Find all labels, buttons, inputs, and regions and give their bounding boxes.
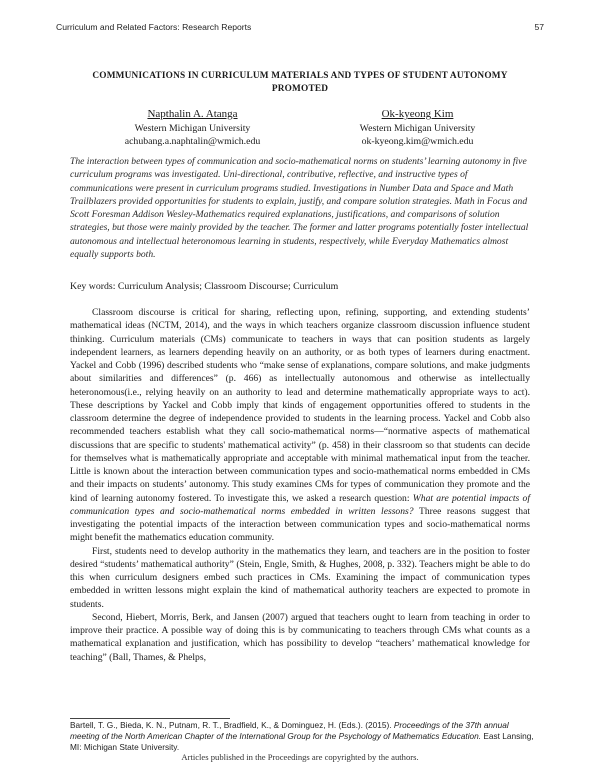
- page-number: 57: [534, 22, 544, 32]
- footnote-divider: [70, 718, 230, 719]
- citation-title: Proceedings of the 37th annual meeting of the North American Chapter of the International Group for the Psychology of Mathematics Education.: [70, 720, 509, 742]
- copyright-notice: Articles published in the Proceedings are copyrighted by the authors.: [181, 752, 419, 762]
- running-header: [56, 22, 544, 36]
- paragraph-text: Classroom discourse is critical for sharing, reflecting upon, refining, supporting, and extending students’ mathematical ideas (NCTM, 2014), and the ways in which teachers organize classroom discussion influence student thinking. Curriculum materials (CMs) communicate to teachers in ways that can position students as largely independent learners, as learners depending heavily on an authority, or as both types of learners during enactment. Yackel and Cobb (1996) described students who “make sense of explanations, compare solutions, and make judgments about similarities and differences” (p. 466) as intellectually autonomous and otherwise as intellectually heteronomous(i.e., relying heavily on an authority to lead and determine mathematically appropriate ways to act). These descriptions by Yackel and Cobb imply that kinds of engagement opportunities offered to students in the classroom determine the degree of independence provided to students in the learning process. Yackel and Cobb also recommended teachers establish what they call socio-mathematical norms—“normative aspects of mathematical discussions that are specific to students' mathematical activity” (p. 458) in their classroom so that students can decide for themselves what is mathematically appropriate and acceptable with minimal mathematical input from the teacher. Little is known about the interaction between communication types and socio-mathematical norms embedded in CMs and their impacts on students’ autonomy. This study examines CMs for types of communication they promote and the kind of learning autonomy fostered. To investigate this, we asked a research question:: [70, 307, 530, 504]
- author-affiliation: Western Michigan University: [359, 122, 476, 134]
- author-email: ok-kyeong.kim@wmich.edu: [361, 136, 474, 147]
- paragraph: [70, 306, 530, 545]
- running-title: Curriculum and Related Factors: Research Reports: [56, 22, 252, 32]
- keywords: Key words: Curriculum Analysis; Classroom Discourse; Curriculum: [70, 281, 339, 292]
- author-affiliation: Western Michigan University: [134, 122, 251, 134]
- research-question: What are potential impacts of communication types and socio-mathematical norms embedded in written lessons?: [70, 492, 530, 517]
- citation-text: Bartell, T. G., Bieda, K. N., Putnam, R. T., Bradfield, K., & Dominguez, H. (Eds.). (2015).: [70, 720, 394, 730]
- body-text: [70, 306, 530, 664]
- paragraph: First, students need to develop authority in the mathematics they learn, and teachers are in the position to foster desired “students’ mathematical authority” (Stein, Engle, Smith, & Hughes, 2008, p. 332). Teachers might be able to do this when curriculum designers embed such practices in CMs. Examining the impact of communication types embedded in written lessons might explain the kind of mathematical authority teachers are expected to promote in students.: [70, 545, 530, 610]
- paragraph-text: Three reasons suggest that investigating the potential impacts of the interaction between communication types and socio-mathematical norms might benefit the mathematics education community.: [70, 505, 530, 544]
- author-name: Ok-kyeong Kim: [381, 108, 454, 120]
- author-block: [80, 108, 520, 150]
- abstract: The interaction between types of communication and socio-mathematical norms on students’ learning autonomy in five curriculum programs was investigated. Uni-directional, contributive, reflective, and instructive types of communications were present in curriculum programs studied. Investigations in Number Data and Space and Math Trailblazers provided opportunities for students to explain, justify, and compare solution strategies. Math in Focus and Scott Foresman Addison Wesley-Mathematics required explanations, justifications, and comparisons of solution strategies, but those were mainly provided by the teacher. The former and latter programs potentially foster intellectual autonomous and intellectual heteronomous learning in students, respectively, while Everyday Mathematics almost equally supports both.: [70, 156, 529, 261]
- author-name: Napthalin A. Atanga: [147, 108, 238, 120]
- citation-publisher: East Lansing, MI: Michigan State University.: [70, 731, 534, 753]
- author-email: achubang.a.naphtalin@wmich.edu: [124, 136, 261, 147]
- author-2: [315, 108, 520, 149]
- author-1: [80, 108, 305, 149]
- paragraph: Second, Hiebert, Morris, Berk, and Jansen (2007) argued that teachers ought to learn from teaching in order to improve their practice. A possible way of doing this is by communicating to teachers through CMs what counts as a mathematical explanation and justification, which has possibility to develop “teachers’ mathematical knowledge for teaching” (Ball, Thames, & Phelps,: [70, 611, 530, 663]
- proceedings-citation: [70, 720, 540, 754]
- paper-title: COMMUNICATIONS IN CURRICULUM MATERIALS AND TYPES OF STUDENT AUTONOMY PROMOTED: [92, 71, 508, 94]
